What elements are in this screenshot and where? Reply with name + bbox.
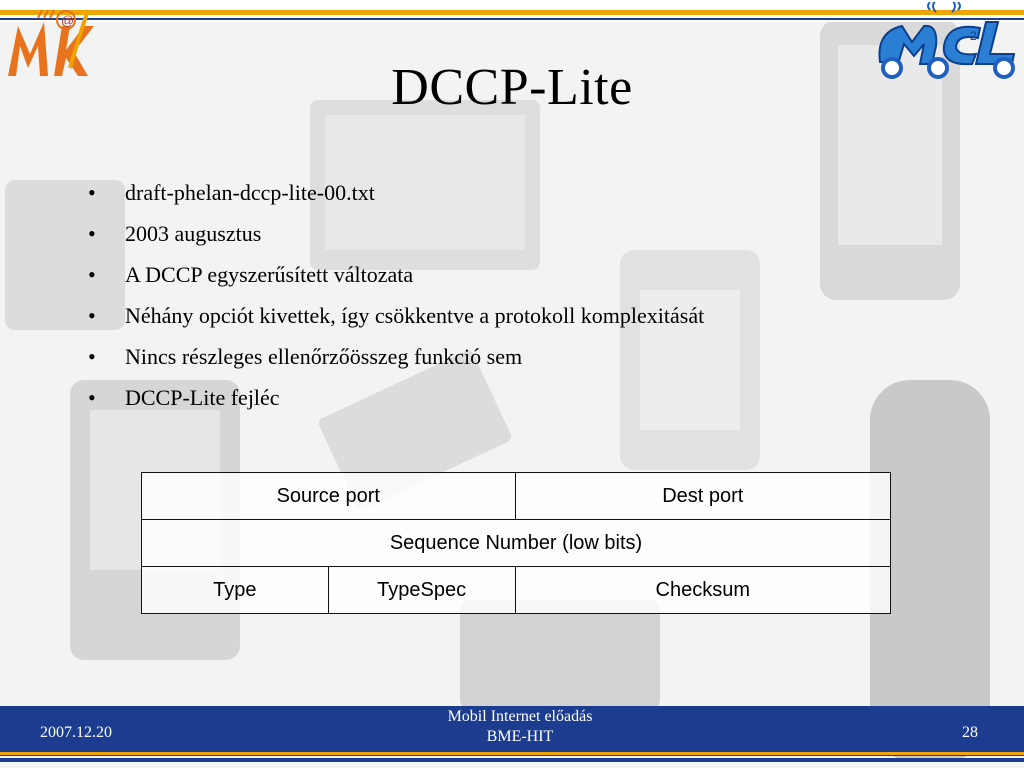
footer-course [320, 707, 720, 747]
footer-blue-line [0, 758, 1024, 762]
checksum-cell: Checksum [515, 567, 890, 614]
bullet-dot: • [88, 262, 96, 287]
page-number: 28 [962, 724, 978, 741]
bullet-text: Nincs részleges ellenőrzőösszeg funkció sem [125, 344, 523, 369]
footer-orange-line [0, 752, 1024, 755]
table-row [142, 473, 891, 520]
source-port-cell: Source port [142, 473, 516, 520]
bullet-text: draft-phelan-dccp-lite-00.txt [125, 180, 375, 205]
dest-port-cell: Dest port [515, 473, 890, 520]
bullet-text: Néhány opciót kivettek, így csökkentve a protokoll komplexitását [125, 303, 705, 328]
footer-date: 2007.12.20 [40, 724, 112, 741]
sequence-number-cell: Sequence Number (low bits) [142, 520, 891, 567]
bullet-item [88, 336, 704, 377]
type-cell: Type [142, 567, 329, 614]
svg-text:2: 2 [970, 29, 977, 43]
typespec-cell: TypeSpec [328, 567, 515, 614]
bullet-text: A DCCP egyszerűsített változata [125, 262, 414, 287]
bullet-item [88, 172, 704, 213]
svg-text:@: @ [61, 13, 75, 28]
footer-course-title: Mobil Internet előadás [447, 708, 593, 725]
bullet-list [88, 172, 704, 418]
top-blue-line [0, 18, 1024, 20]
bullet-item [88, 213, 704, 254]
table-row [142, 520, 891, 567]
slide-title: DCCP-Lite [391, 59, 633, 116]
bullet-item [88, 295, 704, 336]
bullet-item [88, 254, 704, 295]
bullet-dot: • [88, 221, 96, 246]
bullet-dot: • [88, 385, 96, 410]
bullet-item [88, 377, 704, 418]
bullet-dot: • [88, 344, 96, 369]
bullet-dot: • [88, 180, 96, 205]
footer-department: BME-HIT [486, 728, 554, 745]
table-row [142, 567, 891, 614]
bullet-text: 2003 augusztus [125, 221, 262, 246]
bullet-dot: • [88, 303, 96, 328]
bullet-text: DCCP-Lite fejléc [125, 385, 280, 410]
top-orange-line [0, 10, 1024, 15]
dccp-lite-header-table [141, 472, 891, 614]
